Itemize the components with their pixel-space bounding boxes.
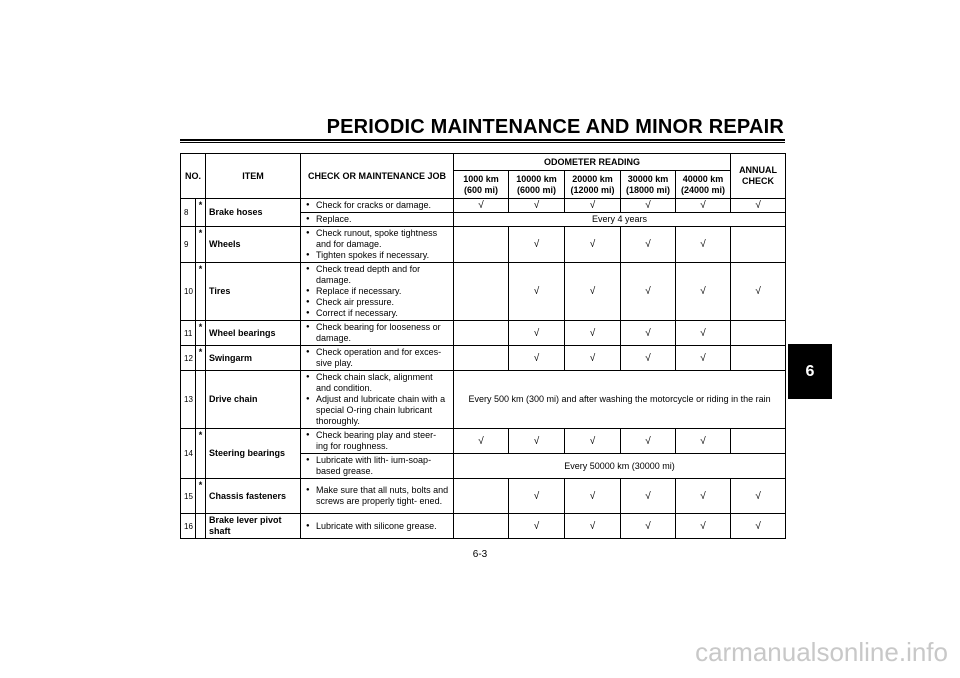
row-item: Steering bearings: [206, 429, 301, 479]
check-mark: √: [509, 479, 565, 514]
check-mark: √: [621, 429, 676, 454]
row-job: ● Check tread depth and for damage. ● Replace if necessary. ● Check air pressure. ● Correct if necessary.: [301, 263, 454, 321]
check-mark: √: [454, 199, 509, 213]
row-item: Chassis fasteners: [206, 479, 301, 514]
row-number: 16: [181, 514, 196, 539]
table-row: [181, 479, 786, 514]
row-job: ● Make sure that all nuts, bolts and screws are properly tight- ened.: [301, 479, 454, 514]
row-job: ● Lubricate with lith- ium-soap-based grease.: [301, 454, 454, 479]
check-mark: √: [509, 346, 565, 371]
check-mark: √: [676, 429, 731, 454]
check-mark: √: [565, 199, 621, 213]
star-marker: *: [196, 199, 206, 227]
star-marker: *: [196, 346, 206, 371]
check-mark: √: [676, 514, 731, 539]
check-mark: √: [621, 199, 676, 213]
table-row: [181, 199, 786, 213]
page-number: 6-3: [472, 549, 488, 560]
header-item: ITEM: [206, 154, 301, 199]
row-job: ● Check chain slack, alignment and condition. ● Adjust and lubricate chain with a special O-ring chain lubricant thoroughly.: [301, 371, 454, 429]
check-mark: √: [621, 263, 676, 321]
check-mark: √: [676, 321, 731, 346]
header-interval: 10000 km (6000 mi): [509, 171, 565, 199]
interval-text: Every 4 years: [454, 213, 786, 227]
header-interval: 20000 km (12000 mi): [565, 171, 621, 199]
header-annual: ANNUAL CHECK: [731, 154, 786, 199]
star-marker: [196, 514, 206, 539]
check-mark: √: [731, 514, 786, 539]
check-mark: √: [509, 227, 565, 263]
check-mark: √: [676, 346, 731, 371]
check-mark: √: [731, 199, 786, 213]
row-job: ● Check bearing for looseness or damage.: [301, 321, 454, 346]
check-mark: √: [565, 227, 621, 263]
check-mark: √: [565, 429, 621, 454]
check-mark: √: [565, 263, 621, 321]
check-mark: √: [676, 199, 731, 213]
check-mark: √: [621, 321, 676, 346]
check-mark: √: [565, 514, 621, 539]
check-mark: √: [731, 263, 786, 321]
star-marker: [196, 371, 206, 429]
table-row: [181, 321, 786, 346]
row-item: Wheels: [206, 227, 301, 263]
check-mark: √: [565, 346, 621, 371]
check-mark: √: [565, 479, 621, 514]
row-item: Tires: [206, 263, 301, 321]
table-row: [181, 346, 786, 371]
interval-text: Every 500 km (300 mi) and after washing the motorcycle or riding in the rain: [454, 371, 786, 429]
header-interval: 40000 km (24000 mi): [676, 171, 731, 199]
row-job: ● Check bearing play and steer- ing for roughness.: [301, 429, 454, 454]
row-number: 13: [181, 371, 196, 429]
row-item: Wheel bearings: [206, 321, 301, 346]
row-number: 9: [181, 227, 196, 263]
row-job: ● Replace.: [301, 213, 454, 227]
check-mark: √: [676, 263, 731, 321]
check-mark: √: [676, 479, 731, 514]
row-job: ● Lubricate with silicone grease.: [301, 514, 454, 539]
header-interval: 30000 km (18000 mi): [621, 171, 676, 199]
row-item: Brake hoses: [206, 199, 301, 227]
watermark: carmanualsonline.info: [695, 637, 948, 667]
row-item: Swingarm: [206, 346, 301, 371]
row-number: 10: [181, 263, 196, 321]
check-mark: √: [509, 263, 565, 321]
row-job: ● Check runout, spoke tightness and for damage. ● Tighten spokes if necessary.: [301, 227, 454, 263]
row-number: 12: [181, 346, 196, 371]
title-rule: [180, 139, 785, 143]
row-number: 14: [181, 429, 196, 479]
table-row: [181, 371, 786, 429]
row-number: 15: [181, 479, 196, 514]
header-no: NO.: [181, 154, 206, 199]
header-job: CHECK OR MAINTENANCE JOB: [301, 154, 454, 199]
check-mark: √: [621, 227, 676, 263]
row-number: 8: [181, 199, 196, 227]
table-row: [181, 429, 786, 454]
interval-text: Every 50000 km (30000 mi): [454, 454, 786, 479]
check-mark: √: [676, 227, 731, 263]
check-mark: √: [509, 429, 565, 454]
star-marker: *: [196, 479, 206, 514]
table-row: [181, 514, 786, 539]
check-mark: √: [621, 514, 676, 539]
check-mark: √: [621, 346, 676, 371]
check-mark: √: [509, 199, 565, 213]
header-interval: 1000 km (600 mi): [454, 171, 509, 199]
maintenance-table: [180, 153, 786, 539]
check-mark: √: [621, 479, 676, 514]
page-title: PERIODIC MAINTENANCE AND MINOR REPAIR: [326, 116, 784, 138]
star-marker: *: [196, 429, 206, 479]
row-job: ● Check for cracks or damage.: [301, 199, 454, 213]
check-mark: √: [509, 514, 565, 539]
check-mark: √: [509, 321, 565, 346]
check-mark: √: [454, 429, 509, 454]
check-mark: √: [731, 479, 786, 514]
row-number: 11: [181, 321, 196, 346]
table-row: [181, 263, 786, 321]
header-odometer: ODOMETER READING: [454, 154, 731, 171]
table-row: [181, 227, 786, 263]
check-mark: √: [565, 321, 621, 346]
star-marker: *: [196, 227, 206, 263]
star-marker: *: [196, 321, 206, 346]
section-tab: 6: [788, 344, 832, 399]
star-marker: *: [196, 263, 206, 321]
row-item: Drive chain: [206, 371, 301, 429]
row-job: ● Check operation and for exces- sive play.: [301, 346, 454, 371]
row-item: Brake lever pivot shaft: [206, 514, 301, 539]
